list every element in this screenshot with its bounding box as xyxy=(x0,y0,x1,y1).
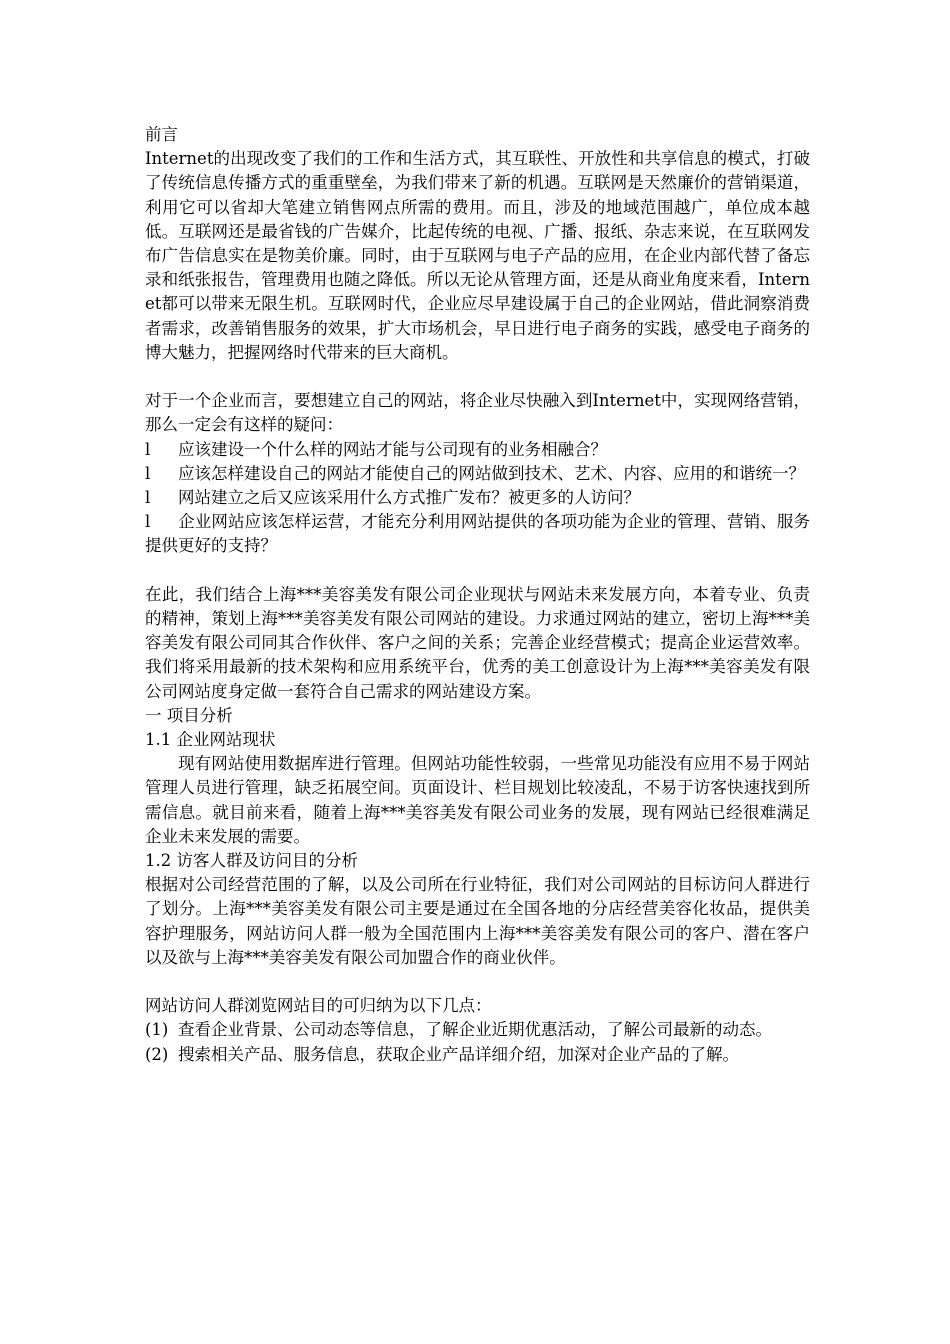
section-1-1-text: 现有网站使用数据库进行管理。但网站功能性较弱，一些常见功能没有应用不易于网站管理人员进行管理，缺乏拓展空间。页面设计、栏目规划比较凌乱，不易于访客快速找到所需信息。就目前来看，随着上海***美容美发有限公司业务的发展，现有网站已经很难满足企业未来发展的需要。 xyxy=(145,754,810,846)
question-item xyxy=(145,510,810,558)
blank-line xyxy=(145,365,810,389)
section-1-2-text: 根据对公司经营范围的了解，以及公司所在行业特征，我们对公司网站的目标访问人群进行了划分。上海***美容美发有限公司主要是通过在全国各地的分店经营美容化妆品，提供美容护理服务，网站访问人群一般为全国范围内上海***美容美发有限公司的客户、潜在客户以及欲与上海***美容美发有限公司加盟合作的商业伙伴。 xyxy=(145,875,810,967)
purpose-item xyxy=(145,1018,810,1042)
bullet-mark: l xyxy=(145,512,151,532)
preface-title: 前言 xyxy=(145,125,178,144)
question-text: 网站建立之后又应该采用什么方式推广发布？被更多的人访问？ xyxy=(178,488,640,508)
purpose-text: 搜索相关产品、服务信息，获取企业产品详细介绍，加深对企业产品的了解。 xyxy=(178,1044,739,1064)
question-text: 应该建设一个什么样的网站才能与公司现有的业务相融合？ xyxy=(178,439,607,459)
blank-line xyxy=(145,970,810,994)
document-page xyxy=(145,123,810,1067)
question-item xyxy=(145,438,810,462)
purpose-intro: 网站访问人群浏览网站目的可归纳为以下几点： xyxy=(145,996,492,1016)
question-intro: 对于一个企业而言，要想建立自己的网站，将企业尽快融入到Internet中，实现网络营销，那么一定会有这样的疑问： xyxy=(145,391,810,435)
preface-paragraph: Internet的出现改变了我们的工作和生活方式，其互联性、开放性和共享信息的模式，打破了传统信息传播方式的重重壁垒，为我们带来了新的机遇。互联网是天然廉价的营销渠道，利用它可以省却大笔建立销售网点所需的费用。而且，涉及的地域范围越广，单位成本越低。互联网还是最省钱的广告媒介，比起传统的电视、广播、报纸、杂志来说，在互联网发布广告信息实在是物美价廉。同时，由于互联网与电子产品的应用，在企业内部代替了备忘录和纸张报告，管理费用也随之降低。所以无论从管理方面，还是从商业角度来看，Internet都可以带来无限生机。互联网时代，企业应尽早建设属于自己的企业网站，借此洞察消费者需求，改善销售服务的效果，扩大市场机会，早日进行电子商务的实践，感受电子商务的博大魅力，把握网络时代带来的巨大商机。 xyxy=(145,149,810,362)
bullet-mark: l xyxy=(145,439,151,459)
bullet-mark: l xyxy=(145,463,151,483)
blank-line xyxy=(145,559,810,583)
plan-paragraph: 在此，我们结合上海***美容美发有限公司企业现状与网站未来发展方向，本着专业、负责的精神，策划上海***美容美发有限公司网站的建设。力求通过网站的建立，密切上海***美容美发有限公司同其合作伙伴、客户之间的关系；完善企业经营模式；提高企业运营效率。我们将采用最新的技术架构和应用系统平台，优秀的美工创意设计为上海***美容美发有限公司网站度身定做一套符合自己需求的网站建设方案。 xyxy=(145,584,810,701)
section-1-1-title: 1.1 企业网站现状 xyxy=(145,730,276,750)
section-1-title: 一 项目分析 xyxy=(145,705,233,725)
purpose-item xyxy=(145,1043,810,1067)
question-item xyxy=(145,462,810,486)
purpose-text: 查看企业背景、公司动态等信息，了解企业近期优惠活动，了解公司最新的动态。 xyxy=(178,1020,772,1040)
purpose-number: (2) xyxy=(145,1044,169,1064)
question-item xyxy=(145,486,810,510)
question-text: 企业网站应该怎样运营，才能充分利用网站提供的各项功能为企业的管理、营销、服务提供更好的支持？ xyxy=(145,512,810,556)
purpose-number: (1) xyxy=(145,1020,169,1040)
question-text: 应该怎样建设自己的网站才能使自己的网站做到技术、艺术、内容、应用的和谐统一？ xyxy=(178,463,805,483)
bullet-mark: l xyxy=(145,488,151,508)
section-1-2-title: 1.2 访客人群及访问目的分析 xyxy=(145,851,358,871)
